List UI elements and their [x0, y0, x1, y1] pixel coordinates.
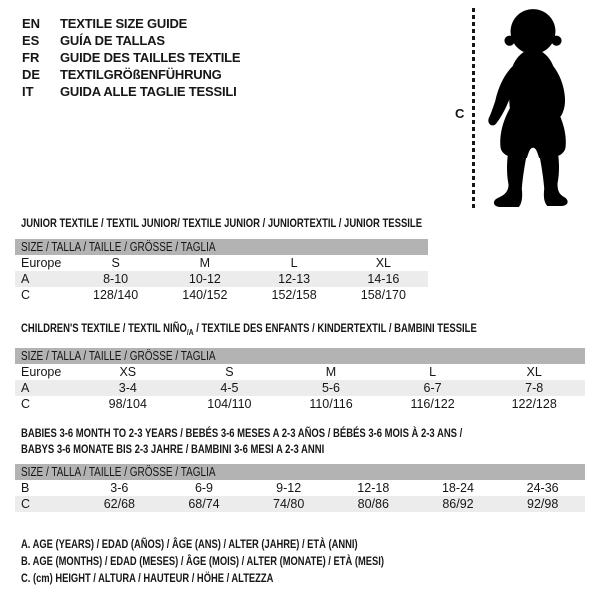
footnote-line: B. AGE (MONTHS) / EDAD (MESES) / ÂGE (MOIS) / ALTER (MONATE) / ETÀ (MESI)	[21, 554, 384, 568]
height-measure-dashed-line	[472, 8, 475, 209]
cell-value: 4-5	[220, 381, 239, 395]
size-header-row	[15, 348, 585, 364]
cell-value: 122/128	[511, 397, 557, 411]
junior-size-table	[15, 239, 428, 303]
row-label: A	[21, 381, 30, 395]
section-title	[15, 215, 428, 231]
section-junior-textile	[15, 215, 428, 303]
language-code: FR	[22, 50, 40, 65]
size-header-label: SIZE / TALLA / TAILLE / GRÖSSE / TAGLIA	[21, 465, 216, 479]
section-title	[15, 320, 585, 340]
cell-value: S	[111, 256, 120, 270]
language-label: GUIDE DES TAILLES TEXTILE	[60, 50, 241, 65]
cell-value: 6-7	[423, 381, 442, 395]
language-row	[22, 32, 240, 49]
row-label: C	[21, 497, 31, 511]
row-label: B	[21, 481, 30, 495]
section-title-text: CHILDREN'S TEXTILE / TEXTIL NIÑO	[21, 321, 187, 335]
toddler-silhouette-icon	[480, 5, 584, 209]
cell-value: 116/122	[410, 397, 455, 411]
size-header-label: SIZE / TALLA / TAILLE / GRÖSSE / TAGLIA	[21, 240, 216, 254]
section-title-line	[21, 441, 467, 457]
row-label: A	[21, 272, 30, 286]
cell-value: 74/80	[273, 497, 305, 511]
cell-value: S	[225, 365, 234, 379]
cell-value: 9-12	[276, 481, 302, 495]
language-label: TEXTILE SIZE GUIDE	[60, 16, 188, 31]
size-header-row	[15, 239, 428, 255]
section-title-text: BABYS 3-6 MONATE BIS 2-3 JAHRE / BAMBINI 3-6 MESI A 2-3 ANNI	[21, 442, 325, 456]
language-code: IT	[22, 84, 34, 99]
size-header-label: SIZE / TALLA / TAILLE / GRÖSSE / TAGLIA	[21, 349, 216, 363]
size-header-row	[15, 464, 585, 480]
section-title	[15, 425, 585, 457]
language-row	[22, 49, 240, 66]
footnote-line: C. (cm) HEIGHT / ALTURA / HAUTEUR / HÖHE / ALTEZZA	[21, 571, 274, 585]
language-code: DE	[22, 67, 41, 82]
row-label: Europe	[21, 256, 62, 270]
language-row	[22, 66, 240, 83]
cell-value: 12-18	[357, 481, 390, 495]
cell-value: 86/92	[442, 497, 474, 511]
table-row	[15, 480, 585, 496]
size-header-cell	[15, 464, 585, 480]
cell-value: 12-13	[278, 272, 311, 286]
cell-value: XL	[375, 256, 392, 270]
cell-value: 98/104	[108, 397, 147, 411]
section-title-text: JUNIOR TEXTILE / TEXTIL JUNIOR/ TEXTILE JUNIOR / JUNIORTEXTIL / JUNIOR TESSILE	[21, 216, 423, 230]
language-list	[22, 15, 240, 100]
cell-value: 62/68	[103, 497, 135, 511]
cell-value: 80/86	[357, 497, 389, 511]
cell-value: 140/152	[182, 288, 228, 302]
footnote-line: A. AGE (YEARS) / EDAD (AÑOS) / ÂGE (ANS) / ALTER (JAHRE) / ETÀ (ANNI)	[21, 537, 358, 551]
cell-value: L	[429, 365, 437, 379]
cell-value: 5-6	[321, 381, 341, 395]
language-label: GUIDA ALLE TAGLIE TESSILI	[60, 84, 237, 99]
language-row	[22, 15, 240, 32]
size-header-cell	[15, 348, 585, 364]
section-title-text: /A	[186, 327, 194, 337]
section-title-text: BABIES 3-6 MONTH TO 2-3 YEARS / BEBÉS 3-6 MESES A 2-3 AÑOS / BÉBÉS 3-6 MOIS À 2-3 ANS /	[21, 426, 463, 440]
height-measure-label: C	[455, 106, 465, 121]
cell-value: 8-10	[103, 272, 129, 286]
babies-size-table	[15, 464, 585, 512]
size-header-cell	[15, 239, 428, 255]
cell-value: 128/140	[93, 288, 139, 302]
table-row	[15, 380, 585, 396]
section-title-line	[21, 425, 467, 441]
section-title-line	[21, 215, 423, 231]
cell-value: 3-6	[110, 481, 129, 495]
section-title-line	[21, 320, 477, 340]
row-label: C	[21, 397, 31, 411]
table-row	[15, 496, 585, 512]
cell-value: XS	[119, 365, 137, 379]
cell-value: 110/116	[309, 397, 353, 411]
cell-value: 3-4	[118, 381, 137, 395]
cell-value: 104/110	[207, 397, 252, 411]
cell-value: 24-36	[526, 481, 559, 495]
cell-value: 7-8	[525, 381, 544, 395]
language-label: TEXTILGRÖßENFÜHRUNG	[60, 67, 222, 82]
row-label: C	[21, 288, 31, 302]
cell-value: 10-12	[188, 272, 221, 286]
language-code: ES	[22, 33, 40, 48]
table-row	[15, 271, 428, 287]
section-childrens-textile	[15, 320, 585, 412]
cell-value: 14-16	[367, 272, 400, 286]
cell-value: XL	[526, 365, 542, 379]
cell-value: L	[290, 256, 298, 270]
language-code: EN	[22, 16, 41, 31]
cell-value: 158/170	[360, 288, 406, 302]
language-label: GUÍA DE TALLAS	[60, 33, 165, 48]
cell-value: 6-9	[194, 481, 214, 495]
cell-value: 92/98	[527, 497, 559, 511]
table-row	[15, 287, 428, 303]
cell-value: M	[325, 365, 337, 379]
cell-value: 152/158	[271, 288, 317, 302]
cell-value: 18-24	[441, 481, 474, 495]
section-title-text: / TEXTILE DES ENFANTS / KINDERTEXTIL / BAMBINI TESSILE	[193, 321, 477, 335]
language-row	[22, 83, 240, 100]
cell-value: 68/74	[188, 497, 220, 511]
cell-value: M	[199, 256, 211, 270]
table-row	[15, 255, 428, 271]
section-babies-textile	[15, 425, 585, 512]
row-label: Europe	[21, 365, 62, 379]
footnotes	[21, 536, 486, 587]
children-size-table	[15, 348, 585, 412]
table-row	[15, 396, 585, 412]
table-row	[15, 364, 585, 380]
